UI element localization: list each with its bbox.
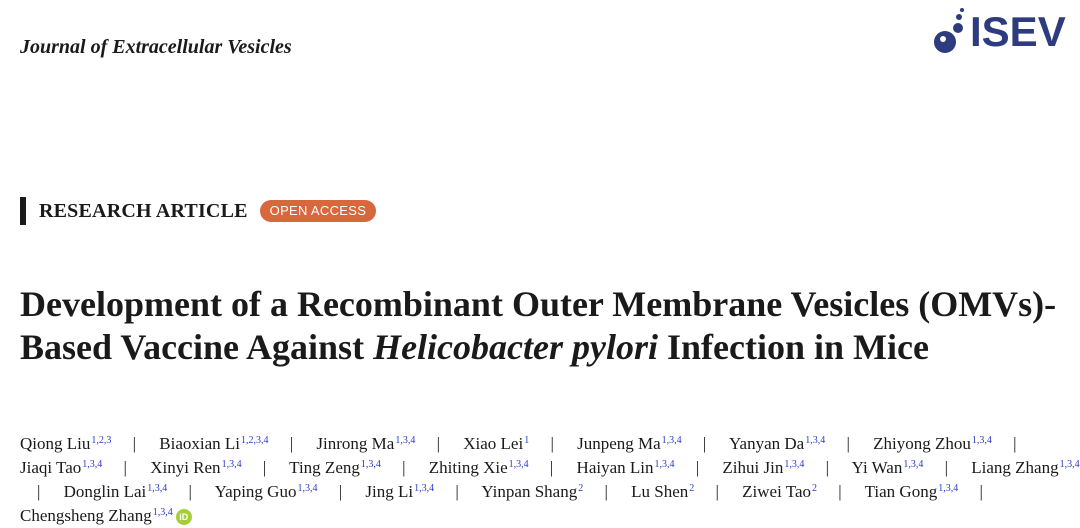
author-separator: | <box>123 458 127 477</box>
author[interactable] <box>873 434 992 453</box>
author-name[interactable]: Yaping Guo <box>214 482 297 501</box>
author-name[interactable]: Yanyan Da <box>728 434 805 453</box>
author-affiliation[interactable]: 1,2,3 <box>91 435 112 446</box>
author-name[interactable]: Zhiting Xie <box>428 458 508 477</box>
author[interactable] <box>429 458 529 477</box>
author-affiliation[interactable]: 1,3,4 <box>147 483 168 494</box>
isev-logo-icon <box>928 6 972 58</box>
author-list <box>20 432 1080 528</box>
author-separator: | <box>262 458 267 477</box>
title-species: Helicobacter pylori <box>373 327 658 367</box>
author-separator: | <box>37 482 41 501</box>
author-separator: | <box>695 458 700 477</box>
author-name[interactable]: Ziwei Tao <box>742 482 811 501</box>
author-separator: | <box>436 434 440 453</box>
author-affiliation[interactable]: 2 <box>578 483 584 494</box>
author-name[interactable]: Junpeng Ma <box>577 434 661 453</box>
author-name[interactable]: Qiong Liu <box>20 434 91 453</box>
author-separator: | <box>289 434 294 453</box>
author[interactable] <box>289 458 381 477</box>
author[interactable] <box>742 482 817 501</box>
author-separator: | <box>825 458 829 477</box>
title-text-end: Infection in Mice <box>658 327 929 367</box>
author-affiliation[interactable]: 2 <box>689 483 695 494</box>
author-affiliation[interactable]: 1,3,4 <box>938 483 959 494</box>
author-separator: | <box>188 482 192 501</box>
author[interactable] <box>20 506 192 525</box>
author[interactable] <box>215 482 318 501</box>
author-name[interactable]: Yinpan Shang <box>481 482 578 501</box>
author-separator: | <box>604 482 608 501</box>
author[interactable] <box>20 434 111 453</box>
author-separator: | <box>715 482 719 501</box>
author-affiliation[interactable]: 1,2,3,4 <box>241 435 269 446</box>
author[interactable] <box>577 434 682 453</box>
author-affiliation[interactable]: 1,3,4 <box>152 507 173 518</box>
author[interactable] <box>64 482 168 501</box>
author-separator: | <box>702 434 707 453</box>
author[interactable] <box>316 434 415 453</box>
article-title <box>20 283 1075 369</box>
author-name[interactable]: Liang Zhang <box>971 458 1059 477</box>
author-name[interactable]: Donglin Lai <box>63 482 147 501</box>
author-separator: | <box>402 458 406 477</box>
orcid-icon[interactable]: iD <box>176 509 192 525</box>
author-affiliation[interactable]: 1,3,4 <box>661 435 682 446</box>
author[interactable] <box>722 458 804 477</box>
author-affiliation[interactable]: 2 <box>812 483 817 494</box>
author-affiliation[interactable]: 1,3,4 <box>971 435 992 446</box>
author[interactable] <box>150 458 241 477</box>
author-name[interactable]: Haiyan Lin <box>576 458 654 477</box>
author-affiliation[interactable]: 1,3,4 <box>784 459 805 470</box>
author-separator: | <box>132 434 137 453</box>
author-affiliation[interactable]: 1 <box>524 435 530 446</box>
author[interactable] <box>577 458 675 477</box>
author-affiliation[interactable]: 1,3,4 <box>360 459 381 470</box>
author[interactable] <box>159 434 268 453</box>
author[interactable] <box>631 482 694 501</box>
title-text-start: Development of a Recombinant Outer Membrane Vesicles (OMVs)-Based Vaccine Against <box>20 284 1057 367</box>
author-affiliation[interactable]: 1,3,4 <box>395 435 416 446</box>
author-affiliation[interactable]: 1,3,4 <box>221 459 242 470</box>
isev-logo[interactable] <box>928 6 1074 58</box>
article-type-row <box>20 197 376 225</box>
author-affiliation[interactable]: 1,3,4 <box>82 459 103 470</box>
author-affiliation[interactable]: 1,3,4 <box>297 483 318 494</box>
author-separator: | <box>838 482 842 501</box>
author-separator: | <box>455 482 459 501</box>
author[interactable] <box>971 458 1079 477</box>
author-name[interactable]: Zhiyong Zhou <box>873 434 971 453</box>
author-name[interactable]: Xinyi Ren <box>150 458 221 477</box>
article-type-bar <box>20 197 26 225</box>
author-affiliation[interactable]: 1,3,4 <box>805 435 826 446</box>
author[interactable] <box>865 482 959 501</box>
journal-name: Journal of Extracellular Vesicles <box>20 36 292 58</box>
author-name[interactable]: Lu Shen <box>631 482 689 501</box>
author-name[interactable]: Yi Wan <box>851 458 903 477</box>
author-name[interactable]: Jiaqi Tao <box>20 458 82 477</box>
author-name[interactable]: Tian Gong <box>864 482 938 501</box>
author[interactable] <box>481 482 583 501</box>
author-separator: | <box>550 434 554 453</box>
author[interactable] <box>852 458 924 477</box>
author[interactable] <box>20 458 102 477</box>
author-separator: | <box>979 482 983 501</box>
author-affiliation[interactable]: 1,3,4 <box>1059 459 1080 470</box>
author-name[interactable]: Zihui Jin <box>722 458 784 477</box>
author-affiliation[interactable]: 1,3,4 <box>508 459 529 470</box>
author[interactable] <box>463 434 529 453</box>
author-name[interactable]: Chengsheng Zhang <box>20 506 152 525</box>
author-separator: | <box>549 458 554 477</box>
author-name[interactable]: Jinrong Ma <box>316 434 395 453</box>
author-affiliation[interactable]: 1,3,4 <box>903 459 924 470</box>
author-name[interactable]: Biaoxian Li <box>159 434 240 453</box>
author-separator: | <box>1013 434 1017 453</box>
isev-logo-text: ISEV <box>970 8 1066 55</box>
author-separator: | <box>338 482 343 501</box>
author-separator: | <box>944 458 948 477</box>
article-type-label: RESEARCH ARTICLE <box>39 199 248 222</box>
author-name[interactable]: Jing Li <box>365 482 414 501</box>
author-name[interactable]: Ting Zeng <box>289 458 360 477</box>
author-separator: | <box>846 434 850 453</box>
author[interactable] <box>365 482 434 501</box>
author-name[interactable]: Xiao Lei <box>463 434 524 453</box>
author-affiliation[interactable]: 1,3,4 <box>654 459 675 470</box>
author[interactable] <box>729 434 825 453</box>
open-access-badge: OPEN ACCESS <box>260 200 377 222</box>
author-affiliation[interactable]: 1,3,4 <box>414 483 435 494</box>
